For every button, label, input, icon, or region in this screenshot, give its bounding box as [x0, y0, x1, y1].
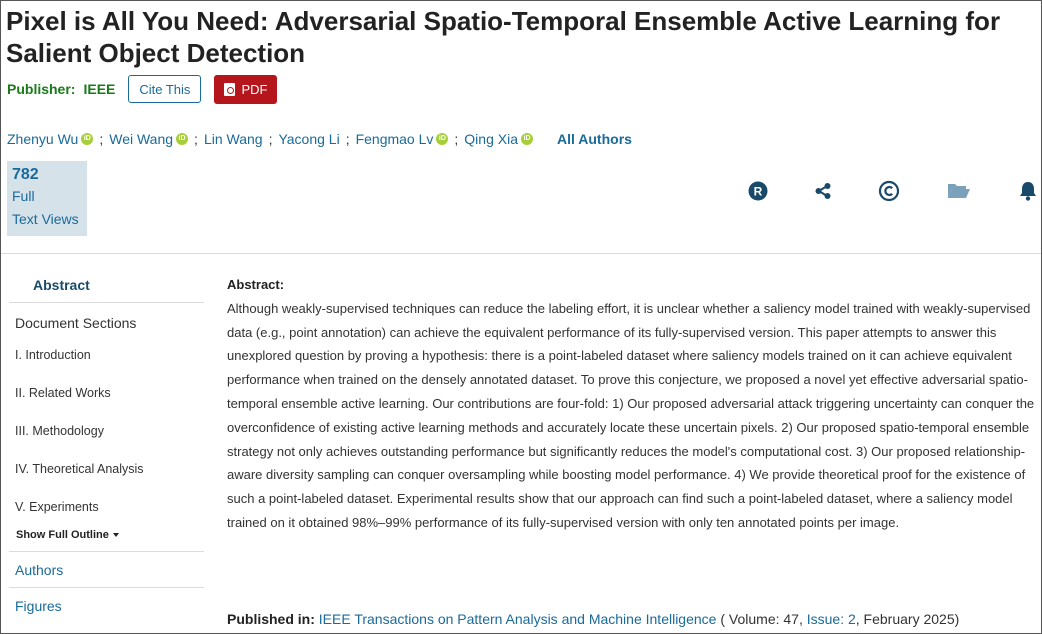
volume-prefix: ( Volume:	[720, 611, 780, 627]
author-separator: ;	[345, 131, 350, 147]
caret-down-icon	[113, 533, 119, 537]
alert-bell-icon[interactable]	[1016, 179, 1040, 203]
author-link[interactable]: Zhenyu Wu	[7, 131, 79, 147]
sidebar-item-theoretical-analysis[interactable]: IV. Theoretical Analysis	[15, 462, 144, 476]
sidebar-item-related-works[interactable]: II. Related Works	[15, 386, 111, 400]
sidebar-item-methodology[interactable]: III. Methodology	[15, 424, 104, 438]
svg-text:R: R	[753, 184, 763, 199]
journal-link[interactable]: IEEE Transactions on Pattern Analysis and Machine Intelligence	[318, 611, 717, 627]
orcid-icon[interactable]: iD	[521, 133, 533, 145]
section-divider	[1, 253, 1042, 254]
document-toolbar	[1, 179, 1042, 205]
document-sections-heading: Document Sections	[15, 315, 137, 331]
published-in-label: Published in:	[227, 611, 315, 627]
author-link[interactable]: Wei Wang	[109, 131, 174, 147]
orcid-icon[interactable]: iD	[81, 133, 93, 145]
views-label-line1: Full	[12, 188, 35, 204]
publication-date: , February 2025)	[855, 611, 960, 627]
sidebar-item-authors[interactable]: Authors	[9, 551, 204, 587]
rights-icon[interactable]	[746, 179, 770, 203]
abstract-text: Although weakly-supervised techniques can reduce the labeling effort, it is unclear whether a saliency model trained with weakly-supervised data (e.g., point annotation) can achieve the equivalent performance of its fully-supervised version. This paper attempts to answer this unexplored question by proving a hypothesis: there is a point-labeled dataset where saliency models trained on it can achieve equivalent performance when trained on the densely annotated dataset. To prove this conjecture, we proposed a novel yet effective adversarial spatio-temporal ensemble active learning. Our contributions are four-fold: 1) Our proposed adversarial attack triggering uncertainty can conquer the overconfidence of existing active learning methods and accurately locate these uncertain pixels. 2) Our proposed spatio-temporal ensemble strategy not only achieves outstanding performance but significantly reduces the model's computational cost. 3) Our proposed relationship-aware diversity sampling can conquer oversampling while boosting model performance. 4) We provide theoretical proof for the existence of such a point-labeled dataset. Experimental results show that our approach can find such a point-labeled dataset, where a saliency model trained on it obtained 98%–99% performance of its fully-supervised version with only ten annotated points per image.	[227, 300, 1035, 530]
pdf-button[interactable]	[214, 75, 277, 104]
author-separator: ;	[194, 131, 198, 147]
author-link[interactable]: Qing Xia	[464, 131, 518, 147]
sidebar-item-figures[interactable]: Figures	[9, 587, 204, 623]
author-link[interactable]: Fengmao Lv	[355, 131, 434, 147]
sidebar-item-abstract[interactable]: Abstract	[9, 273, 204, 303]
sidebar-item-introduction[interactable]: I. Introduction	[15, 348, 91, 362]
cite-this-button[interactable]: Cite This	[128, 75, 201, 103]
publisher-name: IEEE	[83, 81, 116, 97]
orcid-icon[interactable]: iD	[436, 133, 448, 145]
author-separator: ;	[268, 131, 273, 147]
volume-number: 47	[783, 611, 799, 627]
all-authors-link[interactable]: All Authors	[557, 131, 632, 147]
views-count: 782	[12, 166, 39, 183]
orcid-icon[interactable]: iD	[176, 133, 188, 145]
published-in	[227, 611, 959, 627]
abstract-label: Abstract:	[227, 277, 285, 292]
author-list	[7, 131, 632, 147]
folder-icon[interactable]	[947, 179, 971, 203]
share-icon[interactable]	[811, 179, 835, 203]
abstract-section	[227, 273, 1035, 535]
pdf-button-label: PDF	[241, 81, 268, 97]
author-link[interactable]: Lin Wang	[203, 131, 263, 147]
author-link[interactable]: Yacong Li	[278, 131, 340, 147]
volume-comma: ,	[798, 611, 803, 627]
publisher-row	[7, 74, 277, 104]
document-sidebar	[9, 273, 204, 623]
author-separator: ;	[454, 131, 459, 147]
page-title: Pixel is All You Need: Adversarial Spatio-Temporal Ensemble Active Learning for Salient Object Detection	[6, 6, 1001, 68]
publisher-label: Publisher:	[7, 81, 76, 97]
copyright-icon[interactable]	[877, 179, 901, 203]
show-full-outline-button[interactable]	[9, 529, 204, 551]
show-full-outline-label: Show Full Outline	[16, 529, 109, 541]
sidebar-item-experiments[interactable]: V. Experiments	[15, 500, 99, 514]
author-separator: ;	[99, 131, 104, 147]
views-label-line2: Text Views	[12, 211, 79, 227]
issue-link[interactable]: Issue: 2	[806, 611, 856, 627]
pdf-icon	[224, 83, 235, 96]
